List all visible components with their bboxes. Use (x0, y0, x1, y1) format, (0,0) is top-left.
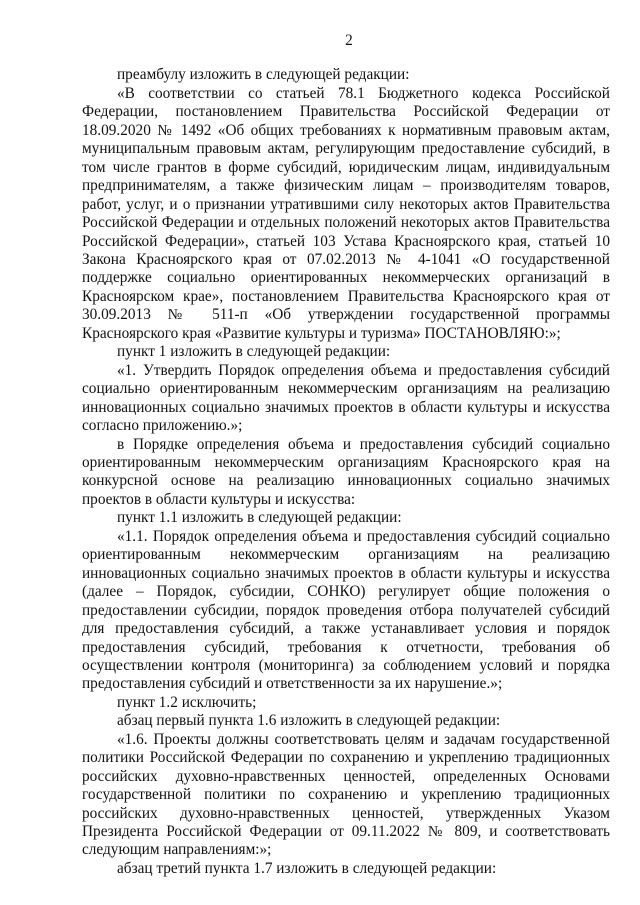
paragraph-item-1-intro: пункт 1 изложить в следующей редакции: (117, 343, 391, 361)
paragraph-item-1-7-intro: абзац третий пункта 1.7 изложить в следующей редакции: (117, 859, 497, 877)
paragraph-item-1-1-text: «1.1. Порядок определения объема и предоставления субсидий социально ориентированным некоммерческим организациям на реализацию инновационных социально значимых проектов в области культуры и искусства (далее – Порядок, субсидии, СОНКО) регулирует общие положения о предоставлении субсидии, порядок проведения отбора получателей субсидий для предоставления субсидий, а также устанавливает условия и порядок предоставления субсидий, требования к отчетности, требования об осуществлении контроля (мониторинга) за соблюдением условий и порядка предоставления субсидий и ответственности за их нарушение.»; (82, 527, 610, 693)
paragraph-item-1-text: «1. Утвердить Порядок определения объема и предоставления субсидий социально ориентированным некоммерческим организациям на реализацию инновационных социально значимых проектов в области культуры и искусства согласно приложению.»; (82, 361, 610, 435)
page-number: 2 (345, 32, 353, 49)
paragraph-item-1-6-intro: абзац первый пункта 1.6 изложить в следующей редакции: (117, 712, 501, 730)
paragraph-preamble-intro: преамбулу изложить в следующей редакции: (117, 66, 410, 84)
document-body (82, 66, 610, 878)
paragraph-item-1-6-text: «1.6. Проекты должны соответствовать целям и задачам государственной политики Российской Федерации по сохранению и укреплению традиционных российских духовно-нравственных ценностей, определенных Основами государственной политики по сохранению и укреплению традиционных российских духовно-нравственных ценностей, утвержденных Указом Президента Российской Федерации от 09.11.2022 № 809, и соответствовать следующим направлениям:»; (82, 730, 610, 859)
paragraph-item-1-1-intro: пункт 1.1 изложить в следующей редакции: (117, 509, 402, 527)
paragraph-item-1-2: пункт 1.2 исключить; (117, 693, 257, 711)
paragraph-procedure-intro: в Порядке определения объема и предоставления субсидий социально ориентированным некоммерческим организациям Красноярского края на конкурсной основе на реализацию инновационных социально значимых проектов в области культуры и искусства: (82, 435, 610, 508)
paragraph-preamble-text: «В соответствии со статьей 78.1 Бюджетного кодекса Российской Федерации, постановлением Правительства Российской Федерации от 18.09.2020 № 1492 «Об общих требованиях к нормативным правовым актам, муниципальным правовым актам, регулирующим предоставление субсидий, в том числе грантов в форме субсидий, юридическим лицам, индивидуальным предпринимателям, а также физическим лицам – производителям товаров, работ, услуг, и о признании утратившими силу некоторых актов Правительства Российской Федерации и отдельных положений некоторых актов Правительства Российской Федерации», статьей 103 Устава Красноярского края, статьей 10 Закона Красноярского края от 07.02.2013 № 4-1041 «О государственной поддержке социально ориентированных некоммерческих организаций в Красноярском крае», постановлением Правительства Красноярского края от 30.09.2013 № 511-п «Об утверждении государственной программы Красноярского края «Развитие культуры и туризма» ПОСТАНОВЛЯЮ:»; (82, 84, 610, 342)
